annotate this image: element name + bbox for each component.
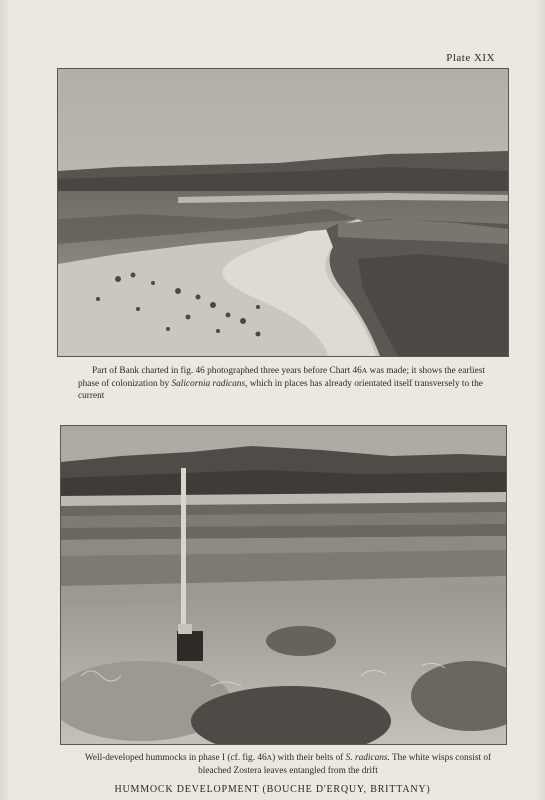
- caption-top-species: Salicornia radicans,: [171, 378, 248, 389]
- caption-bottom-text-1: Well-developed hummocks in phase: [84, 753, 222, 763]
- caption-bottom-text-3: ) with their belts of: [272, 753, 346, 763]
- photo-hummocks-image: [61, 426, 506, 744]
- caption-top-text-3: which in places has already orientated itself transversely to the current: [78, 378, 483, 401]
- caption-top-text-2: was made; it shows the earliest phase of colonization by: [78, 366, 485, 389]
- caption-top-text-1: Part of Bank charted in fig. 46 photographed three years before Chart 46: [92, 366, 362, 376]
- photo-creek-image: [58, 69, 508, 356]
- caption-top-photo: [78, 365, 498, 403]
- caption-bottom-phase: I: [221, 753, 226, 763]
- plate-title: HUMMOCK DEVELOPMENT (BOUCHE D'ERQUY, BRITTANY): [114, 784, 431, 795]
- caption-bottom-text-2: (cf. fig. 46: [225, 753, 267, 763]
- caption-bottom-species: S. radicans.: [345, 753, 390, 763]
- caption-top-smallcap: A: [361, 366, 368, 375]
- plate-number: Plate XIX: [446, 52, 495, 64]
- photo-salt-marsh-creek: [57, 68, 509, 357]
- caption-bottom-text-4: The white wisps consist of bleached Zostera leaves entangled from the drift: [198, 753, 492, 776]
- caption-bottom-photo: [68, 752, 508, 777]
- photo-hummocks-spade: [60, 425, 507, 745]
- caption-bottom-smallcap: A: [266, 753, 273, 762]
